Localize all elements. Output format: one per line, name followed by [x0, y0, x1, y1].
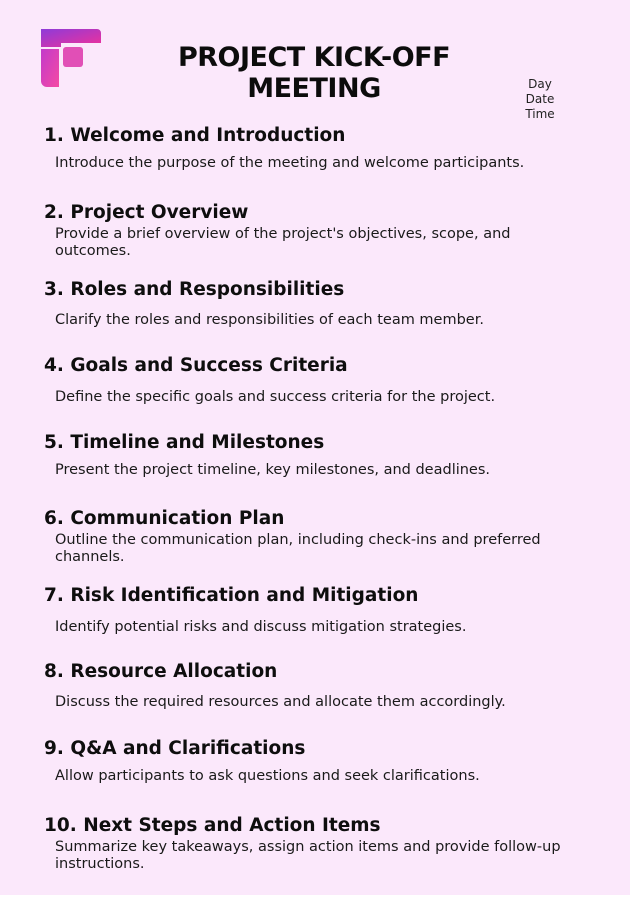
agenda-item-text: Clarify the roles and responsibilities of each team member. — [55, 312, 484, 328]
title-line-1: PROJECT KICK-OFF — [177, 42, 451, 73]
agenda-item-heading: 10. Next Steps and Action Items — [44, 815, 381, 836]
agenda-item-heading: 1. Welcome and Introduction — [44, 125, 346, 146]
agenda-item-heading: 9. Q&A and Clarifications — [44, 738, 306, 759]
title-line-2: MEETING — [247, 73, 381, 104]
agenda-item-heading: 2. Project Overview — [44, 202, 249, 223]
agenda-item-text: Define the specific goals and success criteria for the project. — [55, 389, 496, 405]
meta-day: Day — [528, 77, 552, 91]
agenda-item — [44, 432, 584, 479]
agenda-item-text: Present the project timeline, key milestones, and deadlines. — [55, 462, 491, 478]
agenda-item-heading: 6. Communication Plan — [44, 508, 285, 529]
agenda-item-heading: 8. Resource Allocation — [44, 661, 278, 682]
agenda-item-heading: 4. Goals and Success Criteria — [44, 355, 348, 376]
agenda-item-text: Summarize key takeaways, assign action items and provide follow-up instructions. — [55, 839, 561, 872]
agenda-item — [44, 738, 584, 785]
agenda-item-text: Allow participants to ask questions and seek clarifications. — [55, 768, 480, 784]
agenda-item-heading: 7. Risk Identification and Mitigation — [44, 585, 419, 606]
agenda-item — [44, 585, 584, 636]
agenda-item-text: Outline the communication plan, including check-ins and preferred channels. — [55, 532, 541, 565]
agenda-item — [44, 202, 584, 260]
agenda-item-text: Discuss the required resources and allocate them accordingly. — [55, 694, 506, 710]
agenda-item-text: Provide a brief overview of the project's objectives, scope, and outcomes. — [55, 226, 511, 259]
agenda-item — [44, 355, 584, 406]
meta-date: Date — [525, 92, 555, 106]
meta-time: Time — [525, 107, 555, 121]
agenda-item-heading: 5. Timeline and Milestones — [44, 432, 325, 453]
agenda-item — [44, 815, 584, 873]
agenda-item-text: Introduce the purpose of the meeting and welcome participants. — [55, 155, 525, 171]
agenda-item — [44, 125, 584, 172]
agenda-item-text: Identify potential risks and discuss mitigation strategies. — [55, 619, 467, 635]
agenda-item — [44, 279, 584, 329]
agenda-item-heading: 3. Roles and Responsibilities — [44, 279, 345, 300]
agenda-item — [44, 508, 584, 566]
agenda-item — [44, 661, 584, 711]
